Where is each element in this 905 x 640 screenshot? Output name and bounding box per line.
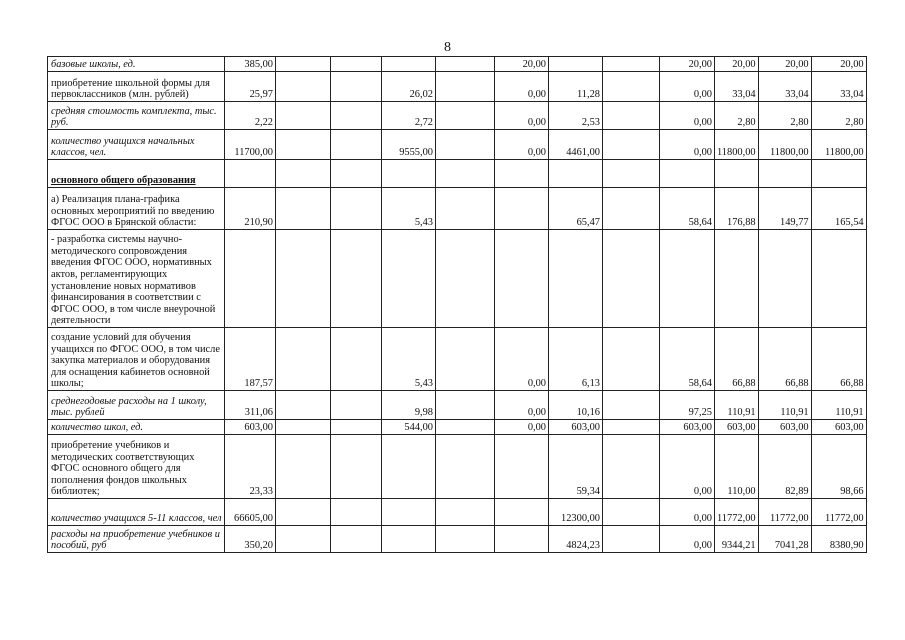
table-cell: 2,80 (715, 102, 759, 130)
table-cell (603, 130, 660, 160)
row-label: создание условий для обучения учащихся по ФГОС ООО, в том числе закупка материалов и оборудования для оснащения кабинетов основной школы; (48, 328, 225, 391)
table-cell (603, 391, 660, 420)
table-cell: 0,00 (660, 130, 715, 160)
table-cell (331, 328, 382, 391)
table-cell (436, 230, 495, 328)
table-cell (436, 499, 495, 526)
table-cell: 11800,00 (758, 130, 811, 160)
row-label: базовые школы, ед. (48, 57, 225, 72)
table-cell (549, 57, 603, 72)
table-cell: 9555,00 (382, 130, 436, 160)
table-cell (603, 72, 660, 102)
table-cell: 5,43 (382, 188, 436, 230)
table-cell (331, 102, 382, 130)
table-cell (382, 57, 436, 72)
table-cell (225, 160, 276, 188)
table-cell (276, 328, 331, 391)
table-row (48, 391, 867, 420)
table-cell: 603,00 (811, 420, 866, 435)
table-cell: 98,66 (811, 435, 866, 499)
table-cell (225, 230, 276, 328)
table-cell (382, 435, 436, 499)
table-row (48, 328, 867, 391)
table-cell (331, 391, 382, 420)
table-cell (603, 188, 660, 230)
row-label: среднегодовые расходы на 1 школу, тыс. рублей (48, 391, 225, 420)
table-cell (603, 230, 660, 328)
table-cell (276, 160, 331, 188)
table-cell (436, 420, 495, 435)
row-label: а) Реализация плана-графика основных мероприятий по введению ФГОС ООО в Брянской области: (48, 188, 225, 230)
table-cell: 603,00 (549, 420, 603, 435)
table-cell (382, 160, 436, 188)
table-cell: 0,00 (495, 72, 549, 102)
table-cell (715, 230, 759, 328)
table-cell (603, 526, 660, 553)
row-label: расходы на приобретение учебников и пособий, руб (48, 526, 225, 553)
table-cell: 2,80 (811, 102, 866, 130)
table-cell: 66,88 (715, 328, 759, 391)
table-cell (811, 160, 866, 188)
row-label: приобретение школьной формы для первоклассников (млн. рублей) (48, 72, 225, 102)
row-label: количество учащихся начальных классов, чел. (48, 130, 225, 160)
table-cell (382, 526, 436, 553)
table-cell (436, 160, 495, 188)
table-cell: 10,16 (549, 391, 603, 420)
table-cell (715, 160, 759, 188)
table-cell: 5,43 (382, 328, 436, 391)
table-cell: 4824,23 (549, 526, 603, 553)
table-cell (276, 526, 331, 553)
table-cell: 0,00 (660, 102, 715, 130)
table-cell: 0,00 (495, 102, 549, 130)
table-cell (436, 188, 495, 230)
table-cell: 0,00 (660, 72, 715, 102)
table-cell: 59,34 (549, 435, 603, 499)
table-cell (660, 160, 715, 188)
row-label: количество школ, ед. (48, 420, 225, 435)
table-cell (436, 526, 495, 553)
table-cell (436, 328, 495, 391)
page-number: 8 (444, 40, 451, 55)
table-cell (603, 328, 660, 391)
table-row (48, 230, 867, 328)
table-cell (495, 188, 549, 230)
table-cell (549, 230, 603, 328)
table-row (48, 102, 867, 130)
table-cell: 603,00 (715, 420, 759, 435)
table-cell: 603,00 (225, 420, 276, 435)
table-cell: 97,25 (660, 391, 715, 420)
table-row (48, 420, 867, 435)
row-label: количество учащихся 5-11 классов, чел (48, 499, 225, 526)
table-cell (811, 230, 866, 328)
table-cell: 311,06 (225, 391, 276, 420)
table-cell: 110,00 (715, 435, 759, 499)
table-cell: 20,00 (660, 57, 715, 72)
table-cell: 544,00 (382, 420, 436, 435)
table-cell: 11800,00 (811, 130, 866, 160)
table-cell: 11800,00 (715, 130, 759, 160)
table-cell: 603,00 (660, 420, 715, 435)
table-cell (495, 526, 549, 553)
table-cell: 350,20 (225, 526, 276, 553)
row-label: приобретение учебников и методических соответствующих ФГОС основного общего для пополнения фондов школьных библиотек; (48, 435, 225, 499)
table-body (48, 57, 867, 553)
table-cell (436, 72, 495, 102)
table-cell: 82,89 (758, 435, 811, 499)
table-cell: 11,28 (549, 72, 603, 102)
table-cell: 58,64 (660, 188, 715, 230)
table-cell (276, 57, 331, 72)
table-cell (436, 57, 495, 72)
table-row (48, 188, 867, 230)
table-cell (549, 160, 603, 188)
table-cell (276, 230, 331, 328)
table-cell: 0,00 (495, 130, 549, 160)
table-cell (331, 130, 382, 160)
table-cell: 66,88 (811, 328, 866, 391)
table-cell: 0,00 (660, 499, 715, 526)
table-cell (603, 499, 660, 526)
table-cell (331, 420, 382, 435)
table-cell: 385,00 (225, 57, 276, 72)
table-row (48, 526, 867, 553)
table-cell (276, 102, 331, 130)
table-cell (495, 499, 549, 526)
table-cell (331, 72, 382, 102)
table-cell: 11700,00 (225, 130, 276, 160)
table-cell (382, 499, 436, 526)
table-cell (758, 230, 811, 328)
row-label: основного общего образования (48, 160, 225, 188)
table-cell: 603,00 (758, 420, 811, 435)
table-row (48, 57, 867, 72)
table-cell: 6,13 (549, 328, 603, 391)
table-cell: 33,04 (758, 72, 811, 102)
table-cell: 9,98 (382, 391, 436, 420)
table-cell: 0,00 (660, 526, 715, 553)
table-row (48, 130, 867, 160)
table-cell: 110,91 (715, 391, 759, 420)
table-cell (603, 420, 660, 435)
table-cell: 23,33 (225, 435, 276, 499)
table-row (48, 160, 867, 188)
table-cell (603, 102, 660, 130)
table-cell (331, 57, 382, 72)
table-row (48, 499, 867, 526)
table-cell: 20,00 (811, 57, 866, 72)
table-cell (495, 160, 549, 188)
table-cell (276, 435, 331, 499)
table-cell: 187,57 (225, 328, 276, 391)
table-cell (603, 160, 660, 188)
table-cell: 66605,00 (225, 499, 276, 526)
table-cell (603, 435, 660, 499)
table-cell: 0,00 (495, 328, 549, 391)
table-cell (331, 160, 382, 188)
table-cell: 0,00 (660, 435, 715, 499)
table-cell: 9344,21 (715, 526, 759, 553)
table-cell (495, 230, 549, 328)
table-cell: 176,88 (715, 188, 759, 230)
table-cell: 7041,28 (758, 526, 811, 553)
table-cell: 20,00 (495, 57, 549, 72)
table-cell (436, 435, 495, 499)
table-cell: 2,72 (382, 102, 436, 130)
table-cell: 0,00 (495, 391, 549, 420)
table-cell: 165,54 (811, 188, 866, 230)
table-cell (436, 391, 495, 420)
table-cell (331, 188, 382, 230)
table-cell (276, 499, 331, 526)
table-cell (436, 130, 495, 160)
table-cell: 58,64 (660, 328, 715, 391)
table-cell: 2,22 (225, 102, 276, 130)
table-cell (436, 102, 495, 130)
table-cell (331, 435, 382, 499)
table-cell (331, 499, 382, 526)
table-cell: 149,77 (758, 188, 811, 230)
table-cell (495, 435, 549, 499)
table-cell: 0,00 (495, 420, 549, 435)
table-cell: 4461,00 (549, 130, 603, 160)
table-cell (331, 230, 382, 328)
table-cell (276, 72, 331, 102)
table-cell: 11772,00 (811, 499, 866, 526)
table-cell (276, 130, 331, 160)
table-cell (276, 420, 331, 435)
budget-table (47, 56, 867, 553)
table-cell: 33,04 (715, 72, 759, 102)
table-cell: 8380,90 (811, 526, 866, 553)
table-cell: 11772,00 (715, 499, 759, 526)
table-cell: 11772,00 (758, 499, 811, 526)
table-cell (660, 230, 715, 328)
table-cell (758, 160, 811, 188)
table-cell: 20,00 (758, 57, 811, 72)
table-cell: 65,47 (549, 188, 603, 230)
table-cell: 66,88 (758, 328, 811, 391)
table-cell: 25,97 (225, 72, 276, 102)
table-cell (276, 391, 331, 420)
table-cell: 210,90 (225, 188, 276, 230)
table-cell: 2,53 (549, 102, 603, 130)
table-cell: 2,80 (758, 102, 811, 130)
table-cell (276, 188, 331, 230)
table-row (48, 435, 867, 499)
table-cell: 110,91 (758, 391, 811, 420)
table-cell (603, 57, 660, 72)
table-row (48, 72, 867, 102)
row-label: - разработка системы научно-методического сопровождения введения ФГОС ООО, нормативных актов, регламентирующих установление новых нормативов финансирования в соответствии с ФГОС ООО, в том числе внеурочной деятельности (48, 230, 225, 328)
table-cell: 33,04 (811, 72, 866, 102)
table-cell: 20,00 (715, 57, 759, 72)
table-cell: 12300,00 (549, 499, 603, 526)
table-cell: 110,91 (811, 391, 866, 420)
table-cell (382, 230, 436, 328)
table-cell: 26,02 (382, 72, 436, 102)
row-label: средняя стоимость комплекта, тыс. руб. (48, 102, 225, 130)
table-cell (331, 526, 382, 553)
